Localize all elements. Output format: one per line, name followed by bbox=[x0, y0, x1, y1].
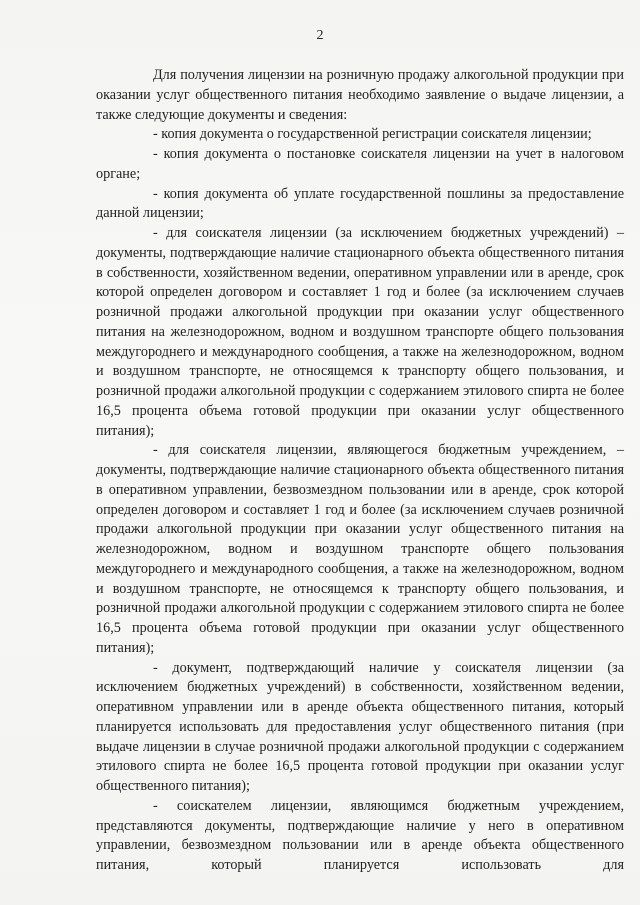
list-item: - документ, подтверждающий наличие у соискателя лицензии (за исключением бюджетных учреждений) в собственности, хозяйственном ведении, оперативном управлении или в аренде объекта общественного питания, который планируется использовать для предоставления услуг общественного питания (при выдаче лицензии в случае розничной продажи алкогольной продукции с содержанием этилового спирта не более 16,5 процента готовой продукции при оказании услуг общественного питания); bbox=[96, 659, 624, 794]
list-item: - соискателем лицензии, являющимся бюджетным учреждением, представляются документы, подтверждающие наличие у него в оперативном управлении, безвозмездном пользовании или в аренде объекта общественного питания, который планируется использовать для bbox=[96, 797, 624, 873]
list-item: - копия документа о государственной регистрации соискателя лицензии; bbox=[153, 126, 592, 143]
list-item: - для соискателя лицензии, являющегося бюджетным учреждением, – документы, подтверждающие наличие стационарного объекта общественного питания в оперативном управлении, безвозмездном пользовании или в аренде, срок которой определен договором и составляет 1 год и более (за исключением случаев розничной продажи алкогольной продукции при оказании услуг общественного питания на железнодорожном, водном и воздушном транспорте общего пользования междугороднего и международного сообщения, а также на железнодорожном, водном и воздушном транспорте, не относящемся к транспорту общего пользования, и розничной продажи алкогольной продукции с содержанием этилового спирта не более 16,5 процента объема готовой продукции при оказании услуг общественного питания); bbox=[96, 442, 624, 656]
document-body bbox=[96, 66, 624, 876]
intro-paragraph: Для получения лицензии на розничную продажу алкогольной продукции при оказании услуг общественного питания необходимо заявление о выдаче лицензии, а также следующие документы и сведения: bbox=[96, 67, 624, 123]
page-number: 2 bbox=[316, 28, 324, 43]
list-item: - для соискателя лицензии (за исключением бюджетных учреждений) – документы, подтверждающие наличие стационарного объекта общественного питания в собственности, хозяйственном ведении, оперативном управлении или в аренде, срок которой определен договором и составляет 1 год и более (за исключением случаев розничной продажи алкогольной продукции при оказании услуг общественного питания на железнодорожном, водном и воздушном транспорте общего пользования междугороднего и международного сообщения, а также на железнодорожном, водном и воздушном транспорте, не относящемся к транспорту общего пользования, и розничной продажи алкогольной продукции с содержанием этилового спирта не более 16,5 процента объема готовой продукции при оказании услуг общественного питания); bbox=[96, 225, 624, 439]
list-item: - копия документа об уплате государственной пошлины за предоставление данной лицензии; bbox=[96, 185, 624, 222]
list-item: - копия документа о постановке соискателя лицензии на учет в налоговом органе; bbox=[96, 146, 624, 182]
